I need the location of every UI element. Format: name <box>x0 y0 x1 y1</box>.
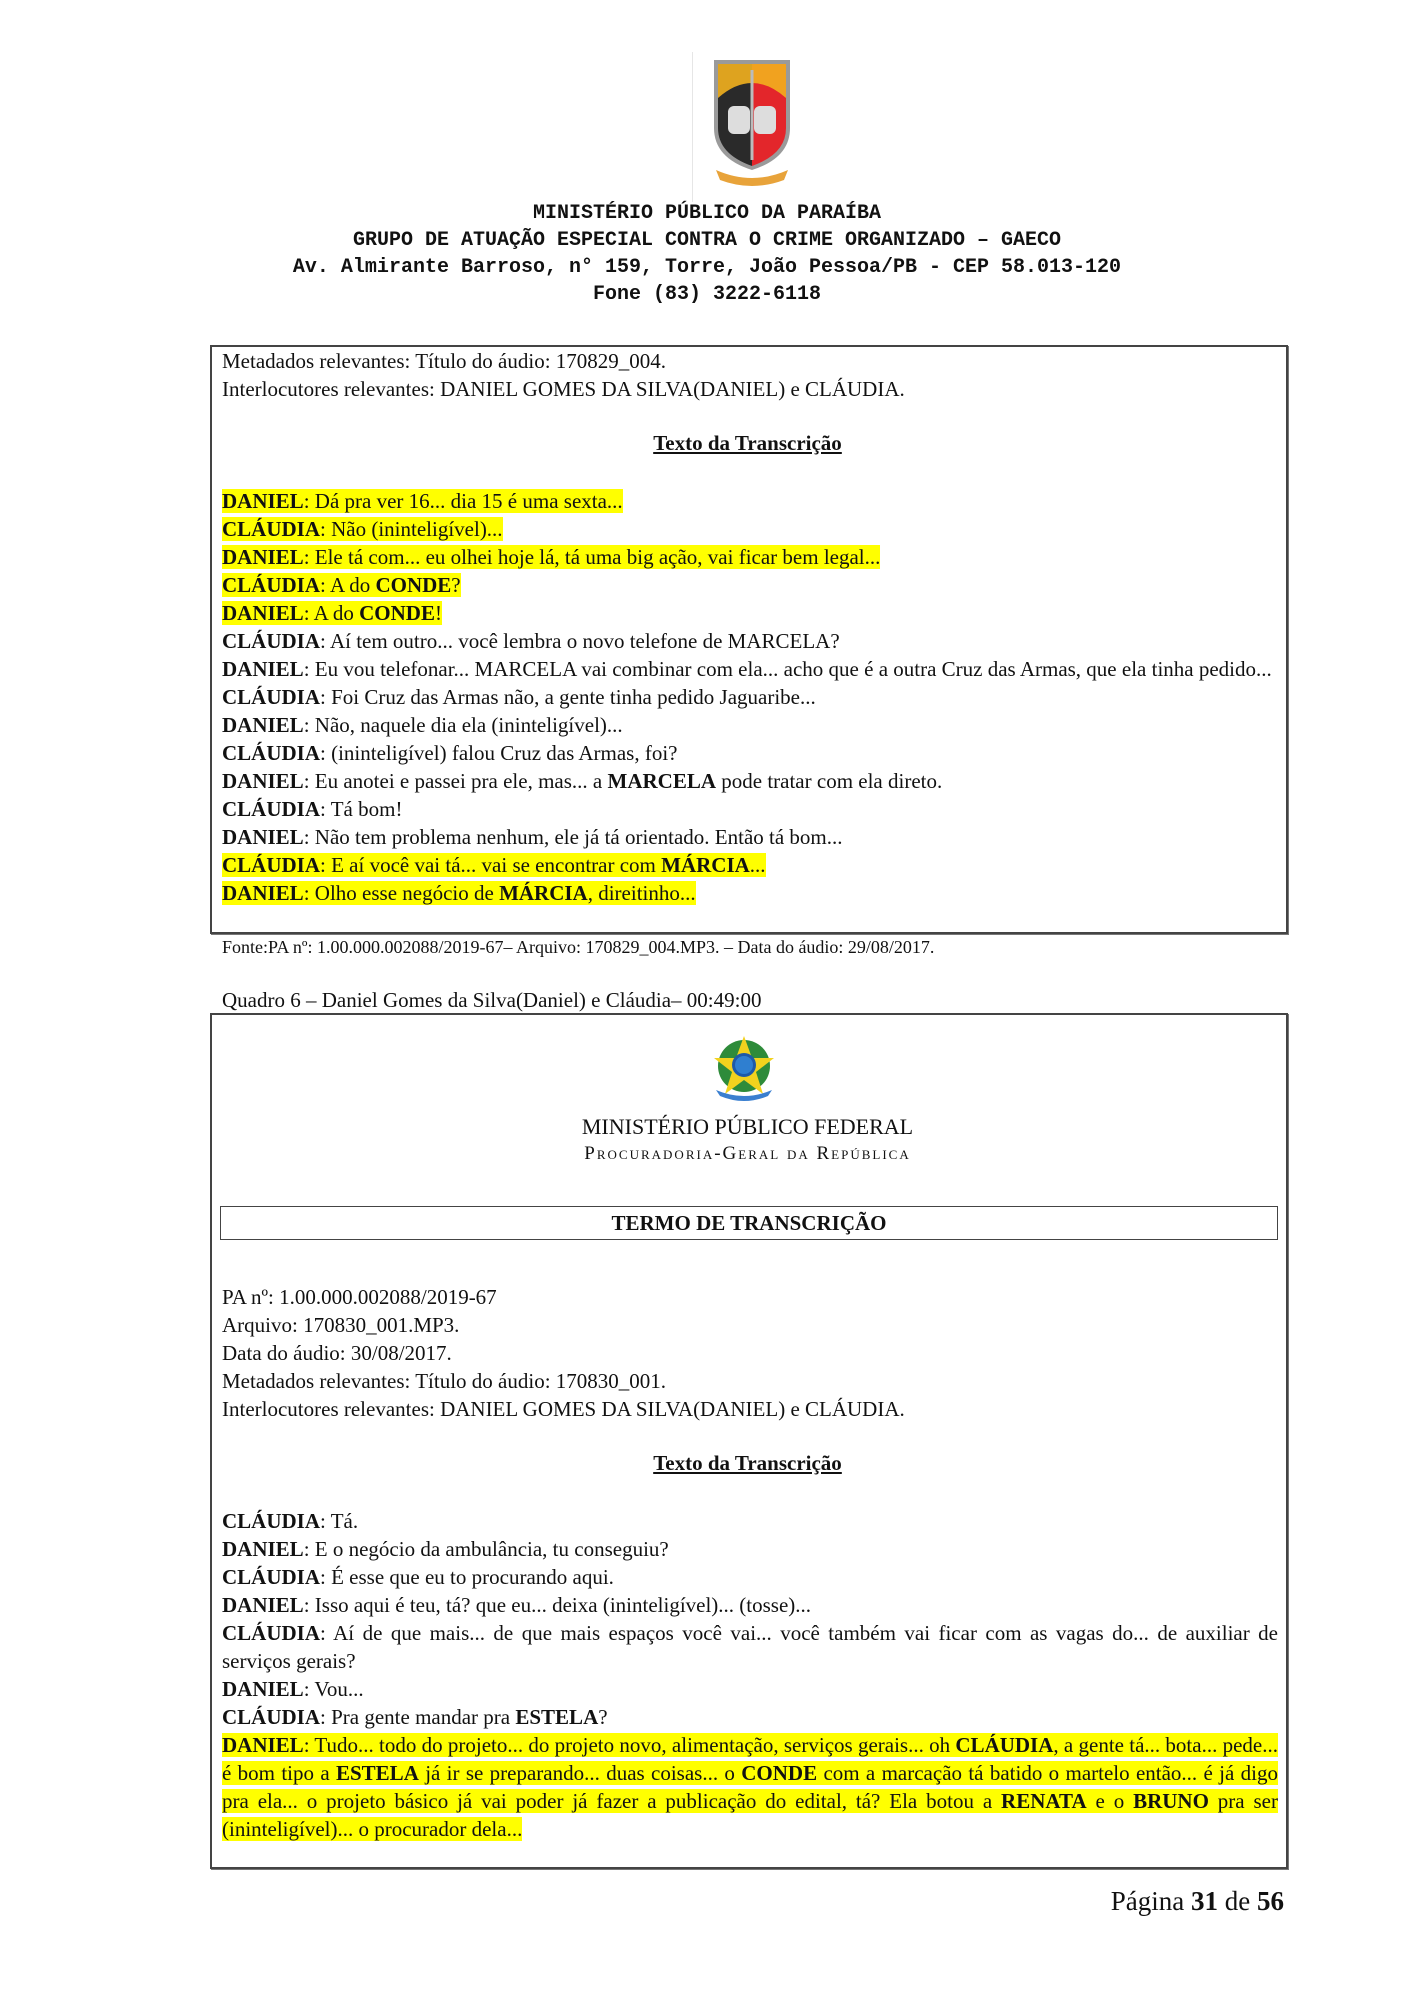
page-number <box>1111 1886 1284 1917</box>
dialogue-line <box>222 571 1278 599</box>
line-text <box>222 1537 669 1561</box>
q6-termo-title: TERMO DE TRANSCRIÇÃO <box>220 1206 1278 1240</box>
line-text <box>222 713 623 737</box>
dialogue-line <box>222 599 1278 627</box>
dialogue-line <box>222 487 1278 515</box>
speaker-name: DANIEL <box>222 1733 304 1757</box>
q6-org-line2: Procuradoria-Geral da República <box>584 1143 911 1164</box>
header-org-name: MINISTÉRIO PÚBLICO DA PARAÍBA <box>532 202 882 225</box>
dialogue-line <box>222 543 1278 571</box>
dialogue-line <box>222 795 1278 823</box>
line-text <box>222 1621 1278 1673</box>
speech-text: : Eu vou telefonar... MARCELA vai combinar com ela... acho que é a outra Cruz das Armas, que ela tinha pedido... <box>303 657 1272 681</box>
dialogue-line <box>222 627 1278 655</box>
highlighted-text <box>222 517 503 541</box>
speech-text: , direitinho... <box>587 881 696 905</box>
q6-interlocutores: Interlocutores relevantes: DANIEL GOMES DA SILVA(DANIEL) e CLÁUDIA. <box>222 1397 905 1421</box>
emphasized-name: CLÁUDIA <box>955 1733 1054 1757</box>
dialogue-line <box>222 1703 1278 1731</box>
speech-text: : Tudo... todo do projeto... do projeto novo, alimentação, serviços gerais... oh <box>303 1733 956 1757</box>
speech-text: : E o negócio da ambulância, tu conseguiu? <box>303 1537 669 1561</box>
speech-text: : (ininteligível) falou Cruz das Armas, foi? <box>320 741 678 765</box>
speech-text: : Pra gente mandar pra <box>320 1705 516 1729</box>
emphasized-name: CONDE <box>359 601 435 625</box>
speech-text: : Não tem problema nenhum, ele já tá orientado. Então tá bom... <box>303 825 843 849</box>
emphasized-name: MÁRCIA <box>661 853 750 877</box>
speaker-name: DANIEL <box>222 1537 304 1561</box>
line-text <box>222 1705 608 1729</box>
dialogue-line <box>222 851 1278 879</box>
speaker-name: CLÁUDIA <box>222 629 321 653</box>
dialogue-line <box>222 683 1278 711</box>
emphasized-name: ESTELA <box>515 1705 599 1729</box>
speech-text: : Não, naquele dia ela (ininteligível)... <box>303 713 623 737</box>
speaker-name: CLÁUDIA <box>222 797 321 821</box>
q5-interlocutores: Interlocutores relevantes: DANIEL GOMES DA SILVA(DANIEL) e CLÁUDIA. <box>222 377 905 401</box>
speech-text: : Aí de que mais... de que mais espaços você vai... você também vai ficar com as vagas do... de auxiliar de serviços gerais? <box>222 1621 1278 1673</box>
speaker-name: DANIEL <box>222 713 304 737</box>
line-text <box>222 657 1272 681</box>
speaker-name: DANIEL <box>222 489 304 513</box>
speaker-name: DANIEL <box>222 601 304 625</box>
speaker-name: CLÁUDIA <box>222 1621 321 1645</box>
dialogue-line <box>222 1731 1278 1843</box>
line-text <box>222 769 942 793</box>
speech-text: : Dá pra ver 16... dia 15 é uma sexta... <box>303 489 623 513</box>
q5-metadados: Metadados relevantes: Título do áudio: 170829_004. <box>222 349 667 373</box>
emphasized-name: MARCELA <box>607 769 716 793</box>
speech-text: : Eu anotei e passei pra ele, mas... a <box>303 769 608 793</box>
header-address: Av. Almirante Barroso, n° 159, Torre, João Pessoa/PB - CEP 58.013-120 <box>292 256 1122 279</box>
highlighted-text <box>222 489 623 513</box>
speaker-name: DANIEL <box>222 825 304 849</box>
speech-text: : Aí tem outro... você lembra o novo telefone de MARCELA? <box>320 629 840 653</box>
emphasized-name: CONDE <box>375 573 452 597</box>
speech-text: : Foi Cruz das Armas não, a gente tinha pedido Jaguaribe... <box>320 685 816 709</box>
speech-text: : Vou... <box>303 1677 364 1701</box>
page-current: 31 <box>1191 1886 1219 1916</box>
header-divider <box>692 52 693 202</box>
speech-text: e o <box>1086 1789 1134 1813</box>
page-label: Página <box>1110 1886 1185 1916</box>
header-group-name: GRUPO DE ATUAÇÃO ESPECIAL CONTRA O CRIME ORGANIZADO – GAECO <box>352 229 1062 252</box>
dialogue-line <box>222 739 1278 767</box>
speaker-name: CLÁUDIA <box>222 853 321 877</box>
speech-text: : E aí você vai tá... vai se encontrar com <box>320 853 662 877</box>
speech-text: , a gente tá... bota... pede... é bom tipo a <box>222 1733 1278 1785</box>
speaker-name: CLÁUDIA <box>222 573 321 597</box>
q6-caption: Quadro 6 – Daniel Gomes da Silva(Daniel) e Cláudia– 00:49:00 <box>222 988 762 1012</box>
speaker-name: CLÁUDIA <box>222 1565 321 1589</box>
page-of: de <box>1224 1886 1251 1916</box>
emphasized-name: ESTELA <box>335 1761 419 1785</box>
speaker-name: DANIEL <box>222 1677 304 1701</box>
line-text <box>222 825 843 849</box>
speech-text: ... <box>749 853 766 877</box>
dialogue-line <box>222 711 1278 739</box>
line-text <box>222 797 402 821</box>
speaker-name: DANIEL <box>222 1593 304 1617</box>
speech-text: com a marcação tá batido o martelo então... é já digo pra ela... o projeto básico já vai poder já fazer a publicação do edital, tá? Ela botou a <box>222 1761 1278 1813</box>
page-total: 56 <box>1257 1886 1284 1916</box>
brazil-coat-of-arms-icon <box>708 1032 780 1102</box>
speech-text: : A do <box>303 601 360 625</box>
line-text <box>222 1593 811 1617</box>
highlighted-text <box>222 853 766 877</box>
dialogue-line <box>222 1675 1278 1703</box>
line-text <box>222 741 678 765</box>
line-text <box>222 1509 358 1533</box>
speech-text: : Olho esse negócio de <box>303 881 500 905</box>
dialogue-line <box>222 1591 1278 1619</box>
highlighted-text <box>222 545 880 569</box>
highlighted-text <box>222 1733 1278 1841</box>
q6-arquivo: Arquivo: 170830_001.MP3. <box>222 1313 460 1337</box>
dialogue-line <box>222 655 1278 683</box>
speech-text: pra ser (ininteligível)... o procurador dela... <box>222 1789 1278 1841</box>
speaker-name: CLÁUDIA <box>222 685 321 709</box>
speech-text: : A do <box>320 573 376 597</box>
line-text <box>222 685 816 709</box>
speech-text: ? <box>598 1705 608 1729</box>
speaker-name: DANIEL <box>222 657 304 681</box>
q6-data: Data do áudio: 30/08/2017. <box>222 1341 452 1365</box>
speaker-name: DANIEL <box>222 545 304 569</box>
dialogue-line <box>222 767 1278 795</box>
speaker-name: CLÁUDIA <box>222 517 321 541</box>
speech-text: : Não (ininteligível)... <box>320 517 503 541</box>
line-text <box>222 629 840 653</box>
speech-text: já ir se preparando... duas coisas... o <box>418 1761 742 1785</box>
dialogue-line <box>222 1563 1278 1591</box>
speaker-name: DANIEL <box>222 881 304 905</box>
speech-text: ! <box>434 601 442 625</box>
highlighted-text <box>222 573 461 597</box>
dialogue-line <box>222 1535 1278 1563</box>
line-text <box>222 1677 364 1701</box>
speech-text: : Isso aqui é teu, tá? que eu... deixa (ininteligível)... (tosse)... <box>303 1593 812 1617</box>
speaker-name: CLÁUDIA <box>222 741 321 765</box>
emphasized-name: BRUNO <box>1133 1789 1209 1813</box>
speech-text: ? <box>451 573 461 597</box>
speaker-name: CLÁUDIA <box>222 1509 321 1533</box>
q6-metadados: Metadados relevantes: Título do áudio: 170830_001. <box>222 1369 667 1393</box>
q5-section-title: Texto da Transcrição <box>653 431 842 455</box>
dialogue-line <box>222 1507 1278 1535</box>
dialogue-line <box>222 879 1278 907</box>
speech-text: : É esse que eu to procurando aqui. <box>320 1565 614 1589</box>
speech-text: : Tá bom! <box>320 797 403 821</box>
q6-section-title: Texto da Transcrição <box>653 1451 842 1475</box>
speech-text: : Ele tá com... eu olhei hoje lá, tá uma big ação, vai ficar bem legal... <box>303 545 881 569</box>
mppb-crest-icon <box>708 58 796 188</box>
highlighted-text <box>222 601 442 625</box>
dialogue-line <box>222 515 1278 543</box>
emphasized-name: MÁRCIA <box>499 881 588 905</box>
speech-text: pode tratar com ela direto. <box>716 769 943 793</box>
speaker-name: CLÁUDIA <box>222 1705 321 1729</box>
emphasized-name: CONDE <box>741 1761 818 1785</box>
speaker-name: DANIEL <box>222 769 304 793</box>
emphasized-name: RENATA <box>1001 1789 1087 1813</box>
header-phone: Fone (83) 3222-6118 <box>592 283 822 306</box>
q5-fonte: Fonte:PA nº: 1.00.000.002088/2019-67– Arquivo: 170829_004.MP3. – Data do áudio: 29/08/2017. <box>222 937 935 957</box>
dialogue-line <box>222 823 1278 851</box>
q6-pa: PA nº: 1.00.000.002088/2019-67 <box>222 1285 497 1309</box>
dialogue-line <box>222 1619 1278 1675</box>
speech-text: : Tá. <box>320 1509 359 1533</box>
highlighted-text <box>222 881 696 905</box>
line-text <box>222 1565 614 1589</box>
q6-org-line1: MINISTÉRIO PÚBLICO FEDERAL <box>581 1114 914 1139</box>
